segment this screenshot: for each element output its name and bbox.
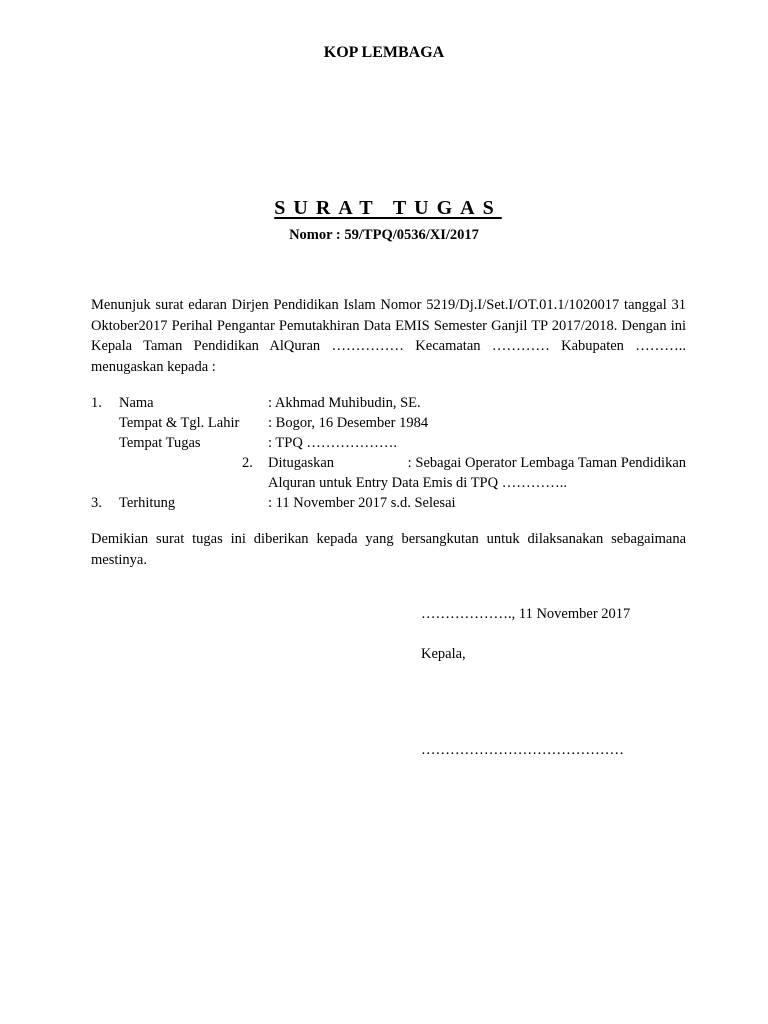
nama-label: Nama <box>119 395 154 411</box>
signature-name-line: …………………………………… <box>421 742 624 758</box>
ditugaskan-value: Sebagai Operator Lembaga Taman Pendidikan Alquran untuk Entry Data Emis di TPQ ………….. <box>268 455 687 491</box>
ttl-value: : Bogor, 16 Desember 1984 <box>268 415 429 431</box>
list-item-nama <box>0 393 768 413</box>
assignment-list <box>0 393 768 513</box>
list-item-tempat <box>0 433 768 453</box>
ditugaskan-label: Ditugaskan <box>268 455 335 471</box>
nama-value: : Akhmad Muhibudin, SE. <box>268 395 421 411</box>
letterhead: KOP LEMBAGA <box>323 44 445 61</box>
signature-role: Kepala, <box>421 646 466 662</box>
item-number: 2. <box>242 455 253 471</box>
terhitung-label: Terhitung <box>119 495 176 511</box>
tempat-label: Tempat Tugas <box>119 435 201 451</box>
list-item-ttl <box>0 413 768 433</box>
list-item-ditugaskan <box>0 453 768 493</box>
item-number: 1. <box>91 395 102 411</box>
document-title <box>0 197 768 220</box>
intro-paragraph: Menunjuk surat edaran Dirjen Pendidikan Islam Nomor 5219/Dj.I/Set.I/OT.01.1/1020017 tanggal 31 Oktober2017 Perihal Pengantar Pemutakhiran Data EMIS Semester Ganjil TP 2017/2018. Dengan ini Kepala Taman Pendidikan AlQuran …………… Kecamatan ………… Kabupaten ……….. menugaskan kepada : <box>91 297 686 375</box>
ttl-label: Tempat & Tgl. Lahir <box>119 415 240 431</box>
terhitung-value: : 11 November 2017 s.d. Selesai <box>268 495 456 511</box>
closing-paragraph: Demikian surat tugas ini diberikan kepada yang bersangkutan untuk dilaksanakan sebagaimana mestinya. <box>91 531 686 568</box>
item-number: 3. <box>91 495 102 511</box>
signature-place-date: ………………., 11 November 2017 <box>421 606 631 622</box>
tempat-value: : TPQ ………………. <box>268 435 398 451</box>
ditugaskan-colon: : <box>407 455 412 471</box>
document-title-text: SURAT TUGAS <box>274 197 502 219</box>
list-item-terhitung <box>0 493 768 513</box>
ditugaskan-block <box>268 453 686 493</box>
document-number: Nomor : 59/TPQ/0536/XI/2017 <box>289 227 479 243</box>
